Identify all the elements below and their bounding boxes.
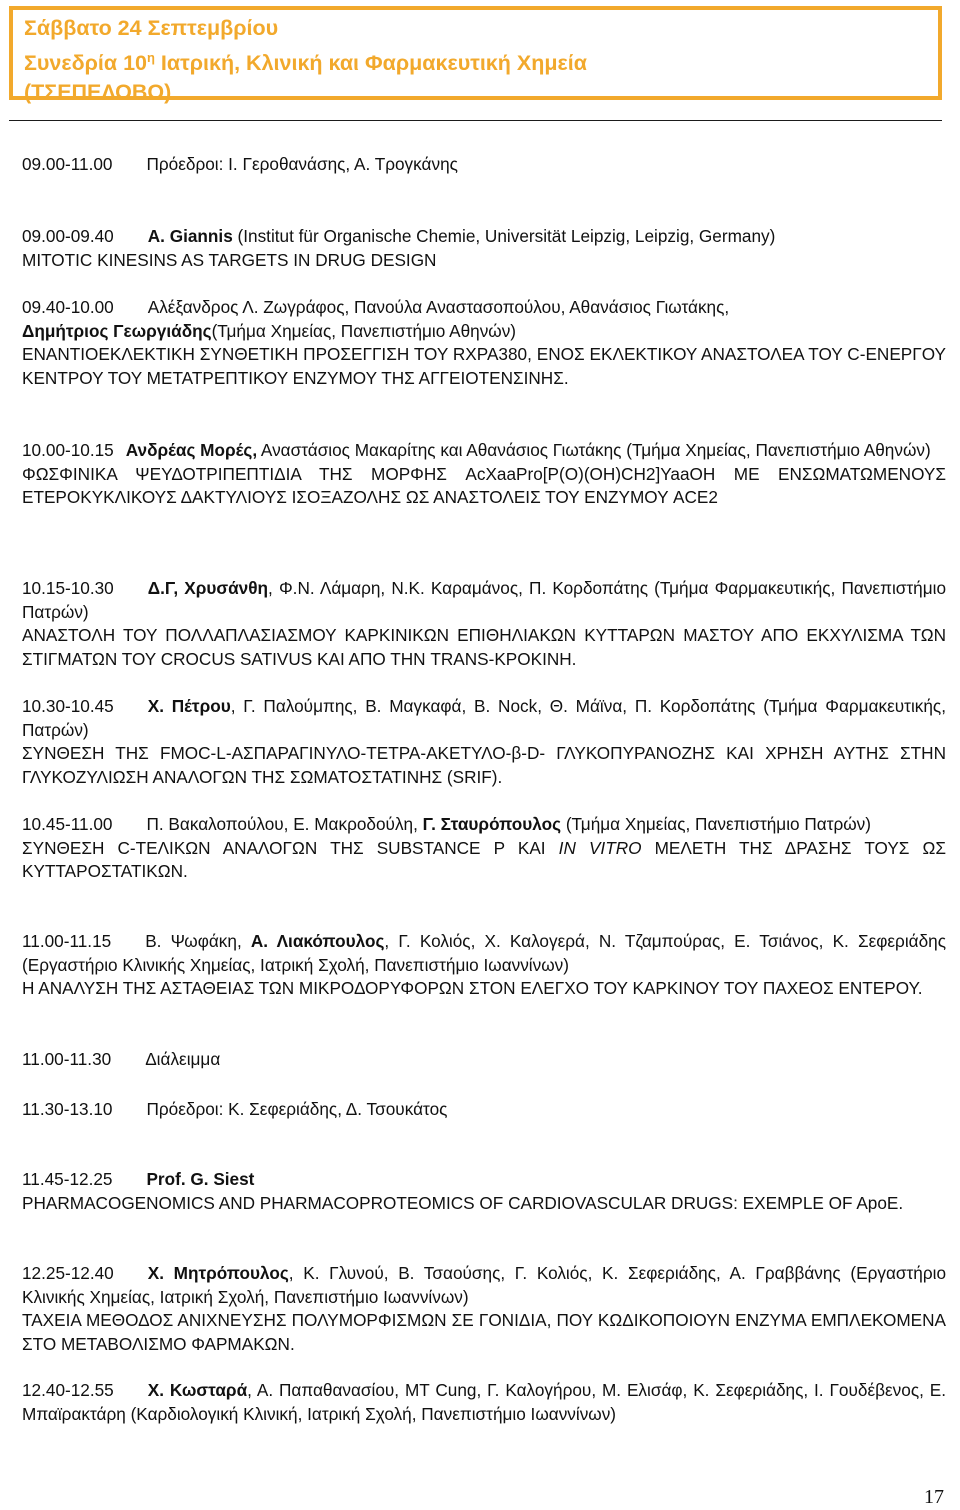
speaker-name: Χ. Κωσταρά <box>147 1380 248 1400</box>
talk-block-siest <box>22 1168 946 1215</box>
time-slot: 10.00-10.15 <box>22 440 114 460</box>
time-slot: 11.00-11.15 <box>22 931 112 951</box>
talk-title: PHARMACOGENOMICS AND PHARMACOPROTEOMICS OF CARDIOVASCULAR DRUGS: EXEMPLE OF ApoE. <box>22 1192 904 1213</box>
session-location: (ΤΣΕΠΕΛΟΒΟ) <box>24 80 172 105</box>
affiliation: (Institut für Organische Chemie, Universität Leipzig, Leipzig, Germany) <box>232 226 776 246</box>
talk-block-stavropoulos <box>22 813 946 884</box>
authors-affiliation: , Κ. Γλυνού, Β. Τσαούσης, Γ. Κολιός, Κ. Σεφεριάδης, Α. Γραββάνης (Εργαστήριο Κλινικής Χημείας, Ιατρική Σχολή, Πανεπιστήμιο Ιωαννίνων) <box>22 1263 946 1307</box>
chairs-block-2 <box>22 1098 946 1122</box>
speaker-name: Γ. Σταυρόπουλος <box>422 814 562 834</box>
talk-title-post: ΜΕΛΕΤΗ ΤΗΣ ΔΡΑΣΗΣ ΤΟΥΣ ΩΣ ΚΥΤΤΑΡΟΣΤΑΤΙΚΩΝ. <box>22 837 946 881</box>
time-slot: 10.15-10.30 <box>22 578 114 598</box>
session-header-box <box>9 6 942 105</box>
session-title-post: Ιατρική, Κλινική και Φαρμακευτική Χημεία <box>154 51 587 76</box>
talk-title: ΕΝΑΝΤΙΟΕΚΛΕΚΤΙΚΗ ΣΥΝΘΕΤΙΚΗ ΠΡΟΣΕΓΓΙΣΗ ΤΟΥ RXPA380, ΕΝΟΣ ΕΚΛΕΚΤΙΚΟΥ ΑΝΑΣΤΟΛΕΑ ΤΟΥ C-ΕΝΕΡΓΟΥ ΚΕΝΤΡΟΥ ΤΟΥ ΜΕΤΑΤΡΕΠΤΙΚΟΥ ΕΝΖΥΜΟΥ ΤΗΣ ΑΓΓΕΙΟΤΕΝΣΙΝΗΣ. <box>22 344 946 388</box>
speaker-name: Δ.Γ, Χρυσάνθη <box>147 578 269 598</box>
speaker-name: Α. Λιακόπουλος <box>250 931 385 951</box>
talk-block-mores <box>22 439 946 510</box>
time-slot: 09.40-10.00 <box>22 297 114 317</box>
time-slot: 12.40-12.55 <box>22 1380 114 1400</box>
talk-block-petrou <box>22 695 946 789</box>
talk-title-pre: ΣΥΝΘΕΣΗ C-ΤΕΛΙΚΩΝ ΑΝΑΛΟΓΩΝ ΤΗΣ SUBSTANCE P ΚΑΙ <box>22 837 559 858</box>
divider-rule <box>9 120 942 121</box>
talk-block-zografos <box>22 296 946 390</box>
authors: Π. Βακαλοπούλου, Ε. Μακροδούλη, <box>146 814 423 834</box>
talk-block-kostara <box>22 1379 946 1426</box>
break-block <box>22 1048 946 1072</box>
speaker-name: Ανδρέας Μορές, <box>125 440 258 460</box>
speaker-name: Prof. G. Siest <box>146 1169 255 1189</box>
chairs-text: Πρόεδροι: Ι. Γεροθανάσης, Α. Τρογκάνης <box>146 154 458 174</box>
talk-title: MITOTIC KINESINS AS TARGETS IN DRUG DESIGN <box>22 249 437 270</box>
time-slot: 11.30-13.10 <box>22 1099 113 1119</box>
session-date: Σάββατο 24 Σεπτεμβρίου <box>24 16 279 40</box>
talk-title: ΤΑΧΕΙΑ ΜΕΘΟΔΟΣ ΑΝΙΧΝΕΥΣΗΣ ΠΟΛΥΜΟΡΦΙΣΜΩΝ ΣΕ ΓΟΝΙΔΙΑ, ΠΟΥ ΚΩΔΙΚΟΠΟΙΟΥΝ ΕΝΖΥΜΑ ΕΜΠΛΕΚΟΜΕΝΑ ΣΤΟ ΜΕΤΑΒΟΛΙΣΜΟ ΦΑΡΜΑΚΩΝ. <box>22 1310 946 1354</box>
affiliation: (Τμήμα Χημείας, Πανεπιστήμιο Αθηνών) <box>211 320 517 341</box>
authors-affiliation: , Γ. Κολιός, Χ. Καλογερά, Ν. Τζαμπούρας, Ε. Τσιάνος, Κ. Σεφεριάδης (Εργαστήριο Κλινικής Χημείας, Ιατρική Σχολή, Πανεπιστήμιο Ιωαννίνων) <box>22 931 946 975</box>
speaker-name: Χ. Μητρόπουλος <box>147 1263 289 1283</box>
talk-title: Η ΑΝΑΛΥΣΗ ΤΗΣ ΑΣΤΑΘΕΙΑΣ ΤΩΝ ΜΙΚΡΟΔΟΡΥΦΟΡΩΝ ΣΤΟΝ ΕΛΕΓΧΟ ΤΟΥ ΚΑΡΚΙΝΟΥ ΤΟΥ ΠΑΧΕΟΣ ΕΝΤΕΡΟΥ. <box>22 978 923 998</box>
chairs-text: Πρόεδροι: Κ. Σεφεριάδης, Δ. Τσουκάτος <box>146 1099 448 1119</box>
talk-block-liakopoulos <box>22 930 946 1001</box>
authors-affiliation: , Φ.Ν. Λάμαρη, Ν.Κ. Καραμάνος, Π. Κορδοπάτης (Τμήμα Φαρμακευτικής, Πανεπιστήμιο Πατρών) <box>22 578 946 622</box>
session-title <box>24 43 938 78</box>
speaker-name: A. Giannis <box>147 226 233 246</box>
time-slot: 10.30-10.45 <box>22 696 114 716</box>
authors: Β. Ψωφάκη, <box>145 931 251 951</box>
authors-affiliation: , Γ. Παλούμπης, Β. Μαγκαφά, Β. Nock, Θ. Μάϊνα, Π. Κορδοπάτης (Τμήμα Φαρμακευτικής, Πατρών) <box>22 696 946 740</box>
time-slot: 11.00-11.30 <box>22 1049 112 1069</box>
talk-title-italic: IN VITRO <box>558 837 642 858</box>
authors-affiliation: Αναστάσιος Μακαρίτης και Αθανάσιος Γιωτάκης (Τμήμα Χημείας, Πανεπιστήμιο Αθηνών) <box>257 440 931 460</box>
talk-block-chrysanthi <box>22 577 946 671</box>
time-slot: 12.25-12.40 <box>22 1263 114 1283</box>
time-slot: 11.45-12.25 <box>22 1169 113 1189</box>
break-label: Διάλειμμα <box>145 1049 221 1069</box>
talk-block-mitropoulos <box>22 1262 946 1356</box>
time-slot: 10.45-11.00 <box>22 814 113 834</box>
authors-affiliation: , Α. Παπαθανασίου, MT Cung, Γ. Καλογήρου, Μ. Ελισάφ, Κ. Σεφεριάδης, Ι. Γουδέβενος, Ε. Μπαϊρακτάρη (Καρδιολογική Κλινική, Ιατρική Σχολή, Πανεπιστήμιο Ιωαννίνων) <box>22 1380 947 1424</box>
talk-title: ΦΩΣΦΙΝΙΚΑ ΨΕΥΔΟΤΡΙΠΕΠΤΙΔΙΑ ΤΗΣ ΜΟΡΦΗΣ AcXaaPro[P(O)(OH)CH2]YaaOH ΜΕ ΕΝΣΩΜΑΤΩΜΕΝΟΥΣ ΕΤΕΡΟΚΥΚΛΙΚΟΥΣ ΔΑΚΤΥΛΙΟΥΣ ΙΣΟΞΑΖΟΛΗΣ ΩΣ ΑΝΑΣΤΟΛΕΙΣ ΤΟΥ ΕΝΖΥΜΟΥ ACE2 <box>22 463 946 507</box>
speaker-name: Χ. Πέτρου <box>147 696 231 716</box>
session-title-sup: η <box>147 50 155 65</box>
page-number: 17 <box>924 1486 944 1508</box>
talk-title: ΑΝΑΣΤΟΛΗ ΤΟΥ ΠΟΛΛΑΠΛΑΣΙΑΣΜΟΥ ΚΑΡΚΙΝΙΚΩΝ ΕΠΙΘΗΛΙΑΚΩΝ ΚΥΤΤΑΡΩΝ ΜΑΣΤΟΥ ΑΠΟ ΕΚΧΥΛΙΣΜΑ ΤΩΝ ΣΤΙΓΜΑΤΩΝ ΤΟΥ CROCUS SATIVUS ΚΑΙ ΑΠΟ ΤΗΝ TRANS-ΚΡΟΚΙΝΗ. <box>22 625 946 669</box>
authors: Αλέξανδρος Λ. Ζωγράφος, Πανούλα Αναστασοπούλου, Αθανάσιος Γιωτάκης, <box>147 297 730 317</box>
chairs-block-1 <box>22 153 946 177</box>
time-slot: 09.00-09.40 <box>22 226 114 246</box>
time-slot: 09.00-11.00 <box>22 154 113 174</box>
talk-title: ΣΥΝΘΕΣΗ ΤΗΣ FMOC-L-ΑΣΠΑΡΑΓΙΝΥΛΟ-ΤΕΤΡΑ-ΑΚΕΤΥΛΟ-β-D- ΓΛΥΚΟΠΥΡΑΝΟΖΗΣ ΚΑΙ ΧΡΗΣΗ ΑΥΤΗΣ ΣΤΗΝ ΓΛΥΚΟΖΥΛΙΩΣΗ ΑΝΑΛΟΓΩΝ ΤΗΣ ΣΩΜΑΤΟΣΤΑΤΙΝΗΣ (SRIF). <box>22 743 946 787</box>
speaker-name: Δημήτριος Γεωργιάδης <box>22 320 212 341</box>
affiliation: (Τμήμα Χημείας, Πανεπιστήμιο Πατρών) <box>561 814 871 834</box>
talk-block-giannis <box>22 225 946 272</box>
session-title-pre: Συνεδρία 10 <box>24 51 147 76</box>
